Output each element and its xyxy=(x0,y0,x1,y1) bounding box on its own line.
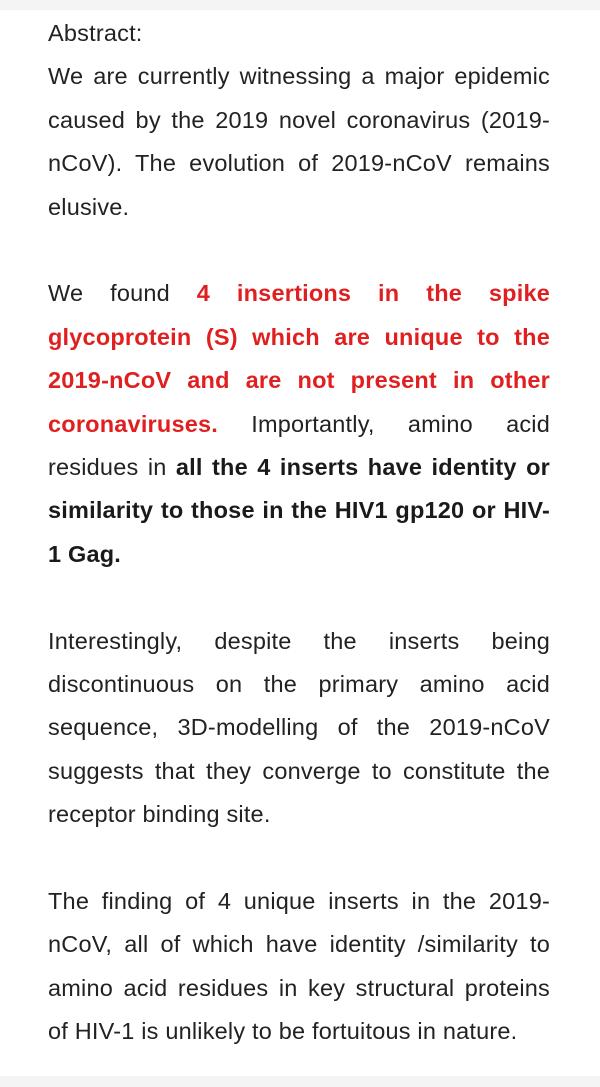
paragraph-2-lead: We found xyxy=(48,280,197,307)
paragraph-3: Interestingly, despite the inserts being discontinuous on the primary amino acid sequence, 3D-modelling of the 2019-nCoV suggests that they converge to constitute the receptor binding site. xyxy=(48,627,550,828)
bold-finding: all the 4 inserts have identity or similarity to those in the HIV1 gp120 or HIV-1 Gag. xyxy=(48,454,550,567)
paragraph-4: The finding of 4 unique inserts in the 2019-nCoV, all of which have identity /similarity to amino acid residues in key structural proteins of HIV-1 is unlikely to be fortuitous in nature. xyxy=(48,888,550,1045)
top-bar xyxy=(0,0,600,10)
abstract-heading: Abstract: xyxy=(48,20,143,46)
highlighted-finding: 4 insertions in the spike glycoprotein (S) which are unique to the 2019-nCoV and are not present in other coronaviruses. xyxy=(48,280,551,437)
bottom-bar xyxy=(0,1076,600,1087)
article-body xyxy=(48,12,550,1054)
paragraph-1: We are currently witnessing a major epidemic caused by the 2019 novel coronavirus (2019- nCoV). The evolution of 2019-nCoV remains elusive. xyxy=(48,63,550,220)
paragraph-2 xyxy=(48,272,550,576)
paragraph-2-middle: Importantly, amino acid residues in xyxy=(48,410,550,481)
